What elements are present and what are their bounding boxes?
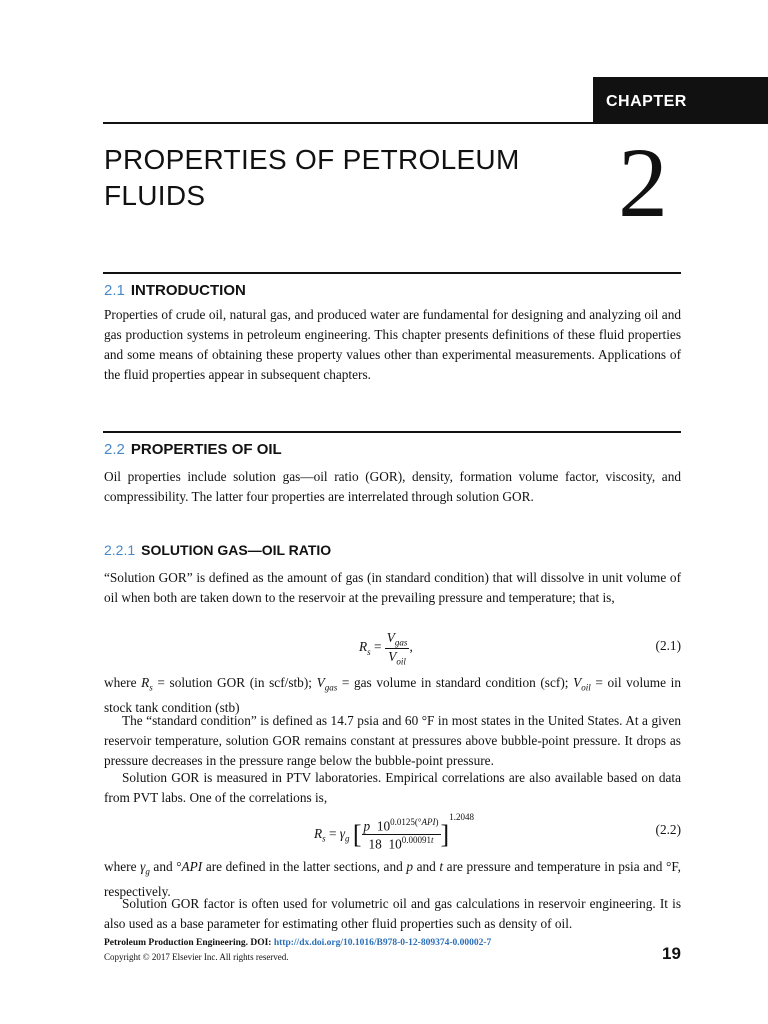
text-run: where <box>104 675 142 690</box>
section-number: 2.1 <box>104 282 125 299</box>
equation-2-2 <box>104 808 681 856</box>
section-title: INTRODUCTION <box>130 282 246 299</box>
text-run: = gas volume in standard condition (scf); <box>337 675 574 690</box>
footer-copyright: Copyright © 2017 Elsevier Inc. All rights reserved. <box>104 952 289 962</box>
section-number: 2.2.1 <box>104 542 136 558</box>
equation-number: (2.1) <box>655 638 681 653</box>
equation-2-1 <box>104 628 681 668</box>
standard-condition-paragraph: The “standard condition” is defined as 14.7 psia and 60 °F in most states in the United States. At a given reservoir temperature, solution GOR remains constant at pressures above bubble-point pressure. It drops as pressure decreases in the pressure range below the bubble-point pressure. <box>104 713 681 768</box>
section-heading-2-1 <box>104 282 246 299</box>
chapter-tab: CHAPTER <box>593 77 768 124</box>
section-rule-2-1 <box>103 272 681 274</box>
chapter-title-line1: PROPERTIES OF PETROLEUM <box>104 144 520 175</box>
solution-gor-paragraph: “Solution GOR” is defined as the amount of gas (in standard condition) that will dissolve in unit volume of oil when both are taken down to the reservoir at the prevailing pressure and temperature; that is, <box>104 570 681 605</box>
intro-paragraph: Properties of crude oil, natural gas, and produced water are fundamental for designing and analyzing oil and gas production systems in petroleum engineering. This chapter presents definitions of these fluid properties and some means of obtaining these property values other than experimental measurements. Applications of the fluid properties appear in subsequent chapters. <box>104 307 681 382</box>
section-title: PROPERTIES OF OIL <box>130 441 282 458</box>
journal-name: Petroleum Production Engineering. DOI: <box>104 938 274 948</box>
text-run: = oil volume in stock tank condition (stb) <box>104 675 682 715</box>
header-rule <box>103 122 593 124</box>
oil-properties-paragraph: Oil properties include solution gas—oil ratio (GOR), density, formation volume factor, viscosity, and compressibility. The latter four properties are interrelated through solution GOR. <box>104 469 681 504</box>
section-number: 2.2 <box>104 441 125 458</box>
equation-2-1-body: $R_s$ = $\frac{V_{gas}}{V_{oil}}$ , <box>359 630 413 667</box>
footer-journal <box>104 938 491 948</box>
gor-usage-paragraph: Solution GOR factor is often used for volumetric oil and gas calculations in reservoir engineering. It is also used as a base parameter for estimating other fluid properties such as density of oil. <box>104 896 681 931</box>
text-run: = solution GOR (in scf/stb); <box>152 675 317 690</box>
text-run: and <box>413 859 440 874</box>
chapter-title <box>104 142 574 214</box>
equation-number: (2.2) <box>655 822 681 837</box>
where-paragraph-2: where $\gamma_g$ and °API are defined in the latter sections, and p and t are pressure and temperature in psia and °F, respectively. <box>104 859 681 899</box>
doi-link[interactable]: http://dx.doi.org/10.1016/B978-0-12-809374-0.00002-7 <box>273 938 492 948</box>
chapter-number: 2 <box>618 127 668 238</box>
text-run: are defined in the latter sections, and <box>202 859 407 874</box>
equation-2-2-body: $R_s = \gamma_g$ [ $\frac{p 10^{0.0125(^\circ API)}}{18 10^{0.00091t}}$ ]$^{1.2048}$ <box>314 812 474 852</box>
chapter-title-line2: FLUIDS <box>104 180 206 211</box>
pvt-paragraph: Solution GOR is measured in PTV laboratories. Empirical correlations are also available based on data from PVT labs. One of the correlations is, <box>104 770 681 805</box>
text-run: where <box>104 859 141 874</box>
page-number: 19 <box>662 944 681 963</box>
section-heading-2-2 <box>104 441 282 458</box>
section-title: SOLUTION GAS—OIL RATIO <box>141 542 332 558</box>
where-paragraph-1: where $R_s$ = solution GOR (in scf/stb); $V_{gas}$ = gas volume in standard condition (scf); $V_{oil}$ = oil volume in stock tank condition (stb) <box>104 675 682 715</box>
section-rule-2-2 <box>103 431 681 433</box>
section-heading-2-2-1 <box>104 542 331 558</box>
text-run: are pressure and temperature in psia and °F, respectively. <box>104 859 681 899</box>
text-run: and <box>149 859 177 874</box>
